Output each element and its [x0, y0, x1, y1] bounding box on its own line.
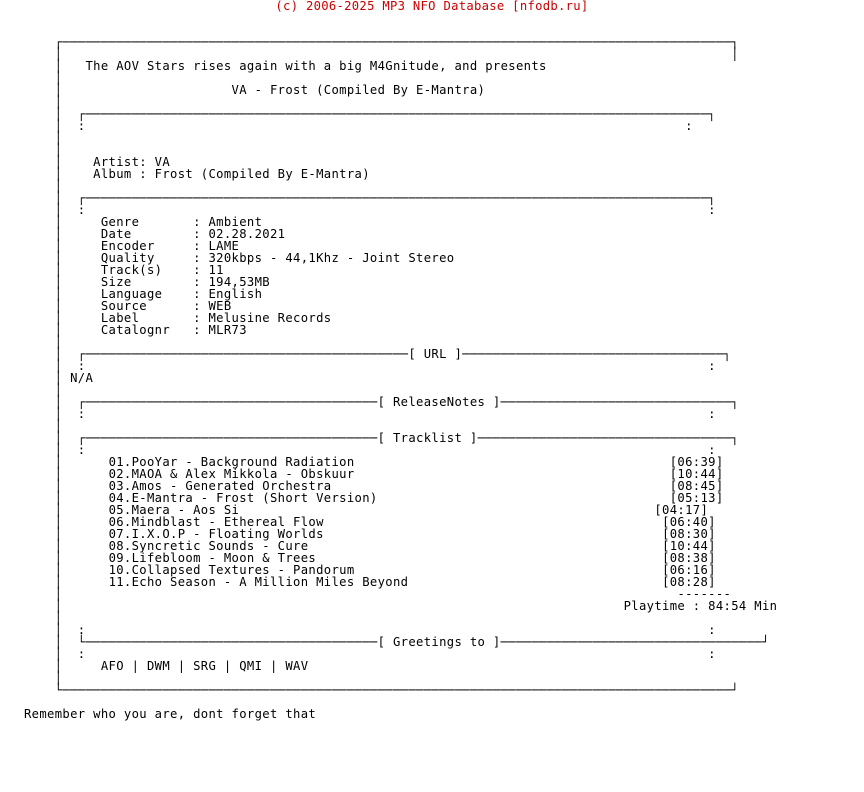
- nfo-box-mid: │ : :: [24, 407, 716, 421]
- nfo-document: [24, 24, 777, 720]
- releasenotes-heading-line: │ ┌──────────────────────────────────────[ ReleaseNotes ]──────────────────────────────┐: [24, 395, 739, 409]
- info-row: │ Track(s) : 11: [24, 263, 224, 277]
- track-title: 06.Mindblast - Ethereal Flow: [108, 515, 324, 529]
- nfo-frame-side: │: [24, 611, 63, 625]
- track-row: │ 07.I.X.O.P - Floating Worlds [08:30]: [24, 527, 716, 541]
- track-title: 10.Collapsed Textures - Pandorum: [108, 563, 355, 577]
- track-title: 09.Lifebloom - Moon & Trees: [108, 551, 317, 565]
- track-time: [05:13]: [669, 491, 724, 505]
- url-line: │ N/A: [24, 371, 94, 385]
- tracks-divider: -------: [677, 587, 732, 601]
- info-value: English: [208, 287, 263, 301]
- info-value: LAME: [208, 239, 240, 253]
- info-value: 11: [208, 263, 224, 277]
- track-row: │ 11.Echo Season - A Million Miles Beyond [08:28]: [24, 575, 716, 589]
- nfo-box-mid: │ : :: [24, 647, 716, 661]
- footer-line: [24, 708, 777, 720]
- nfo-frame-side: │: [24, 143, 63, 157]
- album-text: Album : Frost (Compiled By E-Mantra): [70, 167, 370, 181]
- greetings-heading: [ Greetings to ]: [377, 635, 501, 649]
- track-row: │ 06.Mindblast - Ethereal Flow [06:40]: [24, 515, 716, 529]
- info-row: │ Encoder : LAME: [24, 239, 240, 253]
- artist-line: │ Artist: VA: [24, 155, 171, 169]
- info-row: │ Date : 02.28.2021: [24, 227, 286, 241]
- track-row: │ 05.Maera - Aos Si [04:17]: [24, 503, 709, 517]
- track-title: 07.I.X.O.P - Floating Worlds: [108, 527, 324, 541]
- info-value: 02.28.2021: [208, 227, 286, 241]
- nfo-frame-side: │: [24, 71, 63, 85]
- nfo-intro-line: │ The AOV Stars rises again with a big M4Gnitude, and presents: [24, 59, 547, 73]
- info-row: │ Quality : 320kbps - 44,1Khz - Joint Stereo: [24, 251, 455, 265]
- tracklist-heading-line: │ ┌──────────────────────────────────────[ Tracklist ]─────────────────────────────────┐: [24, 431, 739, 445]
- track-time: [06:40]: [662, 515, 716, 529]
- nfo-title-line: │ VA - Frost (Compiled By E-Mantra): [24, 83, 486, 97]
- nfo-frame-bottom: └───────────────────────────────────────────────────────────────────────────────────────┘: [24, 683, 739, 697]
- track-time: [08:28]: [662, 575, 716, 589]
- info-row: │ Label : Melusine Records: [24, 311, 332, 325]
- playtime: Playtime : 84:54 Min: [623, 599, 778, 613]
- info-row: │ Catalognr : MLR73: [24, 323, 247, 337]
- track-time: [06:39]: [669, 455, 724, 469]
- url-heading-line: │ ┌──────────────────────────────────────────[ URL ]──────────────────────────────────┐: [24, 347, 732, 361]
- greetings: AFO | DWM | SRG | QMI | WAV: [100, 659, 309, 673]
- info-key: Size: [100, 275, 132, 289]
- track-title: 05.Maera - Aos Si: [108, 503, 240, 517]
- info-value: Melusine Records: [208, 311, 332, 325]
- info-row: │ Source : WEB: [24, 299, 232, 313]
- info-key: Label: [100, 311, 140, 325]
- track-title: 08.Syncretic Sounds - Cure: [108, 539, 309, 553]
- greetings-line: │ AFO | DWM | SRG | QMI | WAV: [24, 659, 309, 673]
- info-value: 320kbps - 44,1Khz - Joint Stereo: [208, 251, 455, 265]
- nfo-box-mid: │ : :: [24, 119, 693, 133]
- release-title: VA - Frost (Compiled By E-Mantra): [70, 83, 486, 97]
- track-row: │ 04.E-Mantra - Frost (Short Version) [05:13]: [24, 491, 724, 505]
- info-key: Source: [100, 299, 147, 313]
- info-value: MLR73: [208, 323, 247, 337]
- nfo-box-mid: │ : :: [24, 443, 716, 457]
- url-heading: [ URL ]: [408, 347, 463, 361]
- track-time: [06:16]: [662, 563, 716, 577]
- nfo-box-mid: │ : :: [24, 203, 716, 217]
- album-line: │ Album : Frost (Compiled By E-Mantra): [24, 167, 370, 181]
- tracklist-heading: [ Tracklist ]: [377, 431, 478, 445]
- info-key: Genre: [100, 215, 140, 229]
- nfo-frame-side: │: [24, 383, 63, 397]
- nfo-frame-side: │: [24, 179, 63, 193]
- intro-text: The AOV Stars rises again with a big M4Gnitude, and presents: [70, 59, 547, 73]
- greetings-heading-line: │ └──────────────────────────────────────[ Greetings to ]──────────────────────────────────┘: [24, 635, 770, 649]
- track-row: │ 10.Collapsed Textures - Pandorum [06:16]: [24, 563, 716, 577]
- info-value: Ambient: [208, 215, 263, 229]
- url-value: N/A: [70, 371, 94, 385]
- nfo-box-mid: │ : :: [24, 623, 716, 637]
- track-row: │ 01.PooYar - Background Radiation [06:39]: [24, 455, 724, 469]
- track-row: │ 02.MAOA & Alex Mikkola - Obskuur [10:44]: [24, 467, 724, 481]
- info-value: 194,53MB: [208, 275, 270, 289]
- track-row: │ 08.Syncretic Sounds - Cure [10:44]: [24, 539, 716, 553]
- info-row: │ Genre : Ambient: [24, 215, 263, 229]
- info-row: │ Size : 194,53MB: [24, 275, 270, 289]
- nfo-frame-side: │: [24, 95, 63, 109]
- footer-text: Remember who you are, dont forget that: [24, 707, 317, 721]
- tracks-divider-line: │ -------: [24, 587, 732, 601]
- info-key: Quality: [100, 251, 155, 265]
- nfo-frame-side: │: [24, 335, 63, 349]
- info-value: WEB: [208, 299, 232, 313]
- site-header: (c) 2006-2025 MP3 NFO Database [nfodb.ru]: [275, 0, 589, 13]
- track-time: [10:44]: [669, 467, 724, 481]
- track-title: 04.E-Mantra - Frost (Short Version): [108, 491, 378, 505]
- nfo-box-top: │ ┌─────────────────────────────────────────────────────────────────────────────────┐: [24, 191, 716, 205]
- info-key: Encoder: [100, 239, 155, 253]
- releasenotes-heading: [ ReleaseNotes ]: [377, 395, 501, 409]
- track-time: [04:17]: [654, 503, 709, 517]
- track-row: │ 09.Lifebloom - Moon & Trees [08:38]: [24, 551, 716, 565]
- track-time: [08:38]: [662, 551, 716, 565]
- track-title: 01.PooYar - Background Radiation: [108, 455, 355, 469]
- nfo-frame-side: │ │: [24, 47, 739, 61]
- playtime-line: │ Playtime : 84:54 Min: [24, 599, 778, 613]
- track-time: [10:44]: [662, 539, 716, 553]
- track-title: 02.MAOA & Alex Mikkola - Obskuur: [108, 467, 355, 481]
- nfo-box-mid: │ : :: [24, 359, 716, 373]
- info-row: │ Language : English: [24, 287, 263, 301]
- info-key: Date: [100, 227, 132, 241]
- track-title: 11.Echo Season - A Million Miles Beyond: [108, 575, 409, 589]
- info-key: Language: [100, 287, 163, 301]
- track-row: │ 03.Amos - Generated Orchestra [08:45]: [24, 479, 724, 493]
- track-title: 03.Amos - Generated Orchestra: [108, 479, 332, 493]
- info-key: Catalognr: [100, 323, 171, 337]
- info-key: Track(s): [100, 263, 163, 277]
- nfo-frame-side: │: [24, 419, 63, 433]
- nfo-frame-side: │: [24, 131, 63, 145]
- nfo-frame-side: │: [24, 671, 63, 685]
- artist-text: Artist: VA: [70, 155, 171, 169]
- nfo-frame-top: ┌───────────────────────────────────────────────────────────────────────────────────────┐: [24, 35, 739, 49]
- track-time: [08:30]: [662, 527, 716, 541]
- nfo-box-top: │ ┌─────────────────────────────────────────────────────────────────────────────────┐: [24, 107, 716, 121]
- track-time: [08:45]: [669, 479, 724, 493]
